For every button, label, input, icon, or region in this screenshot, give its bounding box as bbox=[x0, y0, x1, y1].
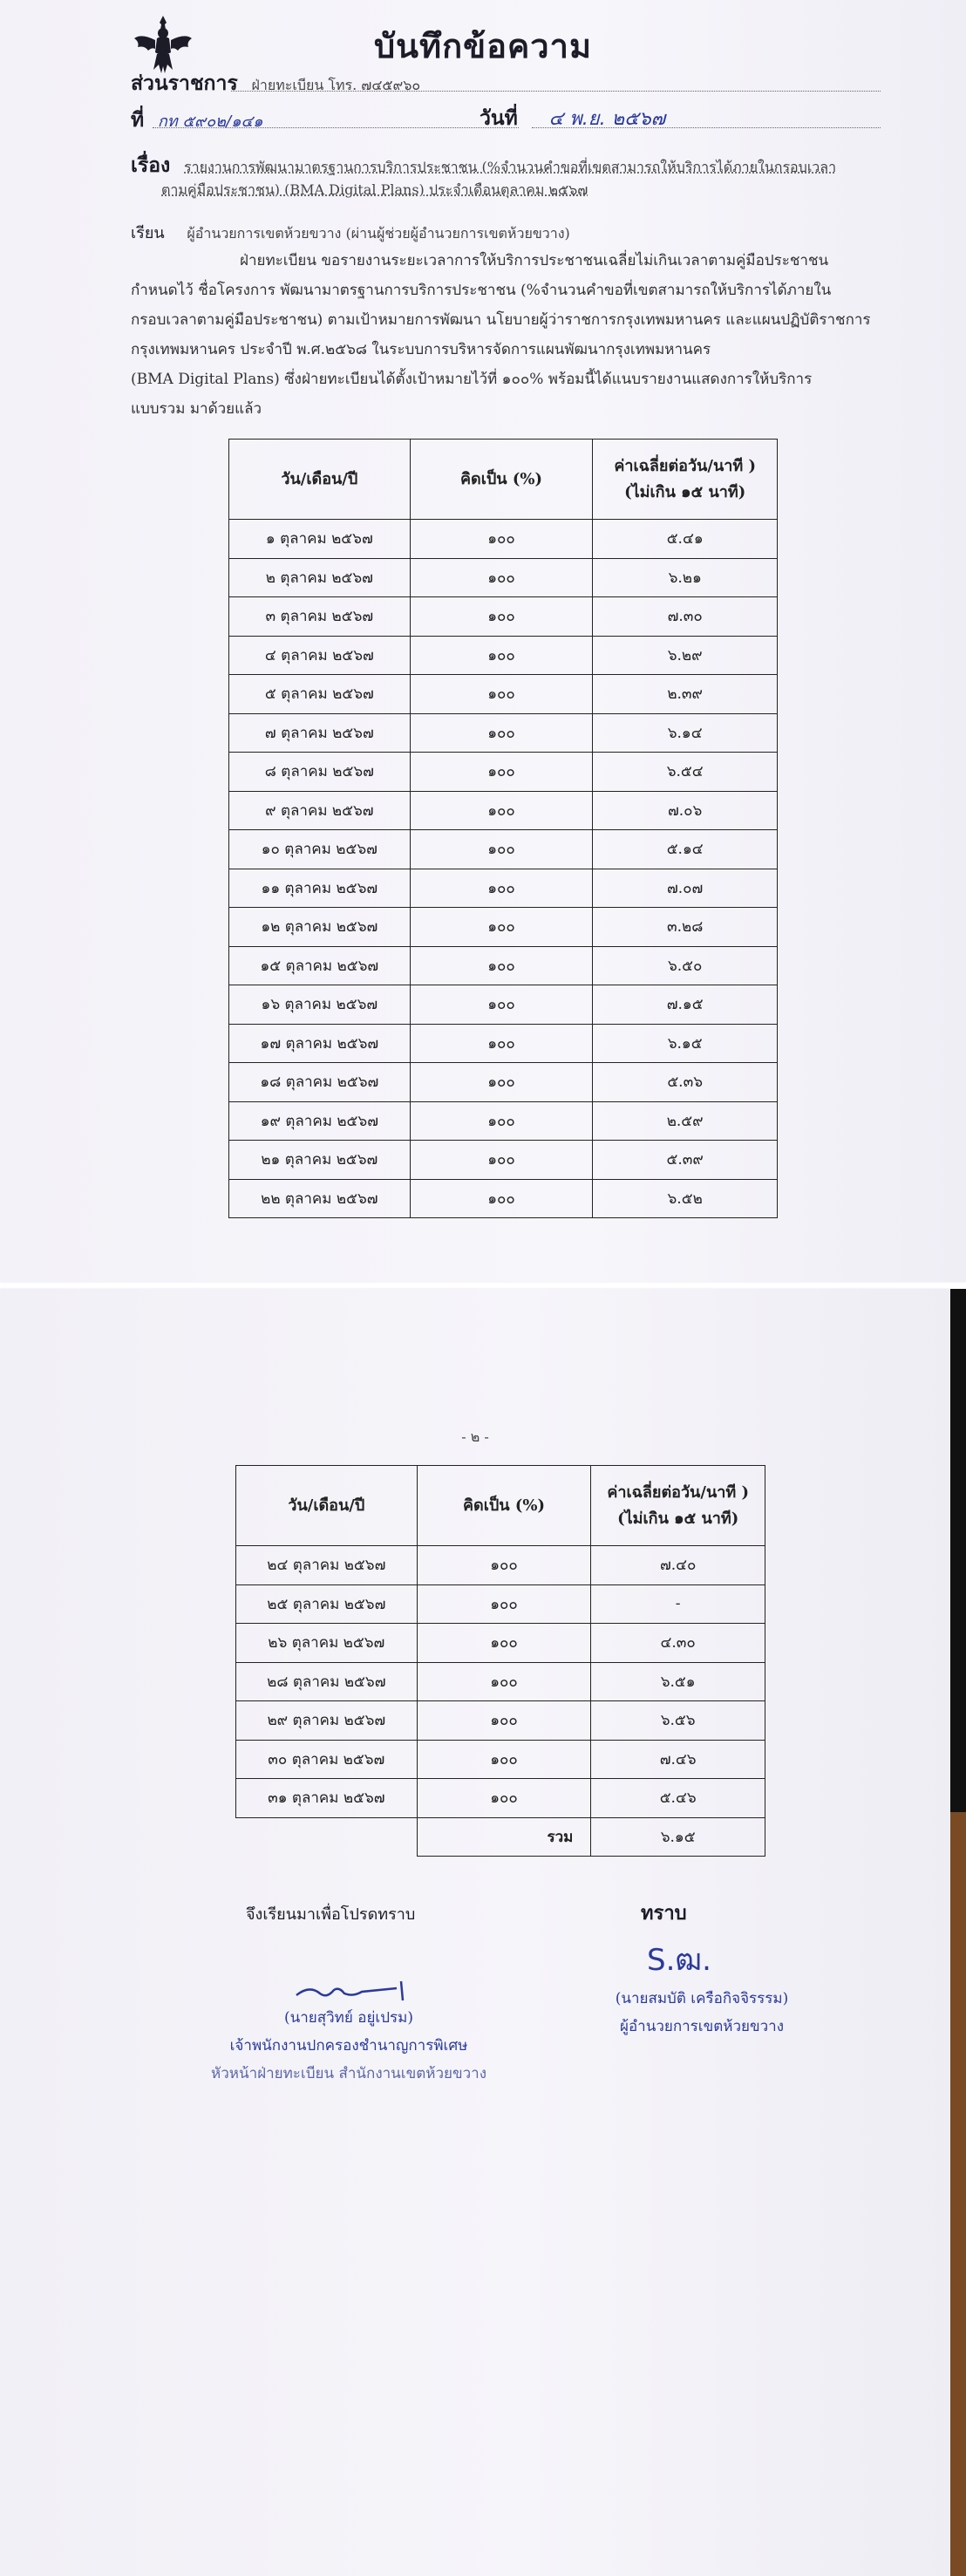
table-row bbox=[229, 830, 778, 869]
total-label: รวม bbox=[417, 1817, 591, 1857]
cell-date: ๑๗ ตุลาคม ๒๕๖๗ bbox=[229, 1024, 411, 1063]
agency-row bbox=[131, 68, 420, 99]
to-label: เรียน bbox=[131, 224, 165, 242]
table-row bbox=[229, 675, 778, 714]
cell-percent: ๑๐๐ bbox=[410, 908, 593, 947]
cell-percent: ๑๐๐ bbox=[417, 1662, 591, 1701]
cell-percent: ๑๐๐ bbox=[410, 520, 593, 559]
cell-average: - bbox=[591, 1584, 765, 1624]
body-line-4: กรุงเทพมหานคร ประจำปี พ.ศ.๒๕๖๘ ในระบบการบริหารจัดการแผนพัฒนากรุงเทพมหานคร bbox=[131, 341, 711, 358]
cell-percent: ๑๐๐ bbox=[410, 1179, 593, 1218]
cell-percent: ๑๐๐ bbox=[410, 869, 593, 908]
page-number: - ๒ - bbox=[461, 1428, 489, 1445]
table-row bbox=[229, 791, 778, 830]
cell-date: ๒๖ ตุลาคม ๒๕๖๗ bbox=[236, 1624, 418, 1663]
memo-title: บันทึกข้อความ bbox=[373, 26, 593, 65]
docno-dotline bbox=[153, 127, 519, 128]
cell-date: ๒๙ ตุลาคม ๒๕๖๗ bbox=[236, 1701, 418, 1741]
cell-percent: ๑๐๐ bbox=[410, 1024, 593, 1063]
cell-percent: ๑๐๐ bbox=[417, 1546, 591, 1585]
table-row bbox=[229, 597, 778, 637]
cell-percent: ๑๐๐ bbox=[410, 946, 593, 985]
cell-average: ๖.๕๖ bbox=[591, 1701, 765, 1741]
cell-average: ๒.๕๙ bbox=[593, 1101, 778, 1141]
table-header-row bbox=[236, 1466, 765, 1546]
signer-left-name: (นายสุวิทย์ อยู่เปรม) bbox=[284, 2009, 413, 2027]
signer-left-position: เจ้าพนักงานปกครองชำนาญการพิเศษ bbox=[229, 2037, 468, 2055]
table-row bbox=[229, 985, 778, 1025]
body-line-6: แบบรวม มาด้วยแล้ว bbox=[131, 400, 262, 418]
total-average: ๖.๑๕ bbox=[591, 1817, 765, 1857]
cell-date: ๒๕ ตุลาคม ๒๕๖๗ bbox=[236, 1584, 418, 1624]
cell-date: ๗ ตุลาคม ๒๕๖๗ bbox=[229, 713, 411, 753]
date-row bbox=[480, 103, 665, 134]
service-time-table-2 bbox=[235, 1465, 765, 1857]
table-row bbox=[236, 1662, 765, 1701]
table-row bbox=[229, 558, 778, 597]
cell-date: ๑๑ ตุลาคม ๒๕๖๗ bbox=[229, 869, 411, 908]
header-date: วัน/เดือน/ปี bbox=[229, 440, 411, 520]
cell-percent: ๑๐๐ bbox=[410, 1141, 593, 1180]
table-row bbox=[236, 1701, 765, 1741]
cell-average: ๒.๓๙ bbox=[593, 675, 778, 714]
to-row bbox=[131, 220, 570, 245]
cell-percent: ๑๐๐ bbox=[410, 791, 593, 830]
cell-average: ๕.๓๙ bbox=[593, 1141, 778, 1180]
table-row bbox=[236, 1546, 765, 1585]
cell-date: ๑๙ ตุลาคม ๒๕๖๗ bbox=[229, 1101, 411, 1141]
cell-date: ๒๔ ตุลาคม ๒๕๖๗ bbox=[236, 1546, 418, 1585]
header-average-line-1: ค่าเฉลี่ยต่อวัน/นาที ) bbox=[614, 456, 756, 475]
cell-date: ๔ ตุลาคม ๒๕๖๗ bbox=[229, 636, 411, 675]
background-edge-wood bbox=[950, 1812, 966, 2576]
cell-average: ๖.๕๐ bbox=[593, 946, 778, 985]
table-row bbox=[229, 869, 778, 908]
cell-date: ๑๐ ตุลาคม ๒๕๖๗ bbox=[229, 830, 411, 869]
table-row bbox=[236, 1740, 765, 1779]
table-row bbox=[236, 1779, 765, 1818]
docno-row bbox=[131, 105, 263, 136]
memo-page-2 bbox=[0, 1289, 950, 2576]
signer-right-position: ผู้อำนวยการเขตห้วยขวาง bbox=[619, 2018, 784, 2035]
cell-date: ๑ ตุลาคม ๒๕๖๗ bbox=[229, 520, 411, 559]
cell-average: ๗.๔๖ bbox=[591, 1740, 765, 1779]
memo-page-1 bbox=[0, 0, 966, 1282]
signer-right-name: (นายสมบัติ เครือกิจจิรรรม) bbox=[615, 1990, 789, 2007]
cell-average: ๕.๔๑ bbox=[593, 520, 778, 559]
to-value: ผู้อำนวยการเขตห้วยขวาง (ผ่านผู้ช่วยผู้อำนวยการเขตห้วยขวาง) bbox=[187, 225, 570, 242]
cell-date: ๒๒ ตุลาคม ๒๕๖๗ bbox=[229, 1179, 411, 1218]
cell-date: ๘ ตุลาคม ๒๕๖๗ bbox=[229, 753, 411, 792]
cell-average: ๖.๑๔ bbox=[593, 713, 778, 753]
header-average-line-2: (ไม่เกิน ๑๕ นาที) bbox=[624, 482, 746, 501]
header-average bbox=[593, 440, 778, 520]
table-row bbox=[229, 1141, 778, 1180]
table-row bbox=[229, 520, 778, 559]
signer-left-role: หัวหน้าฝ่ายทะเบียน สำนักงานเขตห้วยขวาง bbox=[210, 2065, 487, 2082]
cell-average: ๖.๒๙ bbox=[593, 636, 778, 675]
subject-row-2 bbox=[161, 180, 588, 201]
cell-percent: ๑๐๐ bbox=[410, 753, 593, 792]
service-time-table-1 bbox=[228, 439, 778, 1218]
date-label: วันที่ bbox=[480, 106, 518, 130]
table-row bbox=[236, 1624, 765, 1663]
header-average-line-1: ค่าเฉลี่ยต่อวัน/นาที ) bbox=[607, 1482, 749, 1502]
body-line-1: ฝ่ายทะเบียน ขอรายงานระยะเวลาการให้บริการประชาชนเฉลี่ยไม่เกินเวลาตามคู่มือประชาชน bbox=[240, 252, 829, 269]
cell-date: ๓๑ ตุลาคม ๒๕๖๗ bbox=[236, 1779, 418, 1818]
cell-percent: ๑๐๐ bbox=[410, 597, 593, 637]
table-row bbox=[236, 1584, 765, 1624]
cell-percent: ๑๐๐ bbox=[410, 713, 593, 753]
cell-average: ๔.๓๐ bbox=[591, 1624, 765, 1663]
cell-percent: ๑๐๐ bbox=[410, 636, 593, 675]
header-percent: คิดเป็น (%) bbox=[410, 440, 593, 520]
cell-percent: ๑๐๐ bbox=[417, 1584, 591, 1624]
header-average bbox=[591, 1466, 765, 1546]
subject-label: เรื่อง bbox=[131, 153, 171, 177]
closing-text: จึงเรียนมาเพื่อโปรดทราบ bbox=[246, 1905, 416, 1924]
agency-value: ฝ่ายทะเบียน โทร. ๗๔๕๙๖๐ bbox=[251, 77, 421, 93]
cell-date: ๒๘ ตุลาคม ๒๕๖๗ bbox=[236, 1662, 418, 1701]
cell-average: ๕.๑๔ bbox=[593, 830, 778, 869]
table-header-row bbox=[229, 440, 778, 520]
cell-percent: ๑๐๐ bbox=[417, 1779, 591, 1818]
cell-date: ๙ ตุลาคม ๒๕๖๗ bbox=[229, 791, 411, 830]
subject-line-1: รายงานการพัฒนามาตรฐานการบริการประชาชน (%จำนวนคำขอที่เขตสามารถให้บริการได้ภายในกรอบเวลา bbox=[184, 159, 837, 175]
cell-percent: ๑๐๐ bbox=[410, 985, 593, 1025]
cell-average: ๗.๓๐ bbox=[593, 597, 778, 637]
acknowledged-text: ทราบ bbox=[641, 1902, 687, 1925]
signer-left-block bbox=[183, 2004, 514, 2088]
cell-average: ๖.๒๑ bbox=[593, 558, 778, 597]
cell-average: ๗.๐๗ bbox=[593, 869, 778, 908]
docno-value: กท ๕๙๐๒/๑๔๑ bbox=[157, 112, 263, 131]
cell-date: ๑๒ ตุลาคม ๒๕๖๗ bbox=[229, 908, 411, 947]
cell-date: ๓๐ ตุลาคม ๒๕๖๗ bbox=[236, 1740, 418, 1779]
total-empty-cell bbox=[236, 1817, 418, 1857]
body-line-3: กรอบเวลาตามคู่มือประชาชน) ตามเป้าหมายการพัฒนา นโยบายผู้ว่าราชการกรุงเทพมหานคร และแผนปฏิบัติราชการ bbox=[131, 311, 871, 329]
agency-label: ส่วนราชการ bbox=[131, 72, 238, 95]
cell-average: ๕.๔๖ bbox=[591, 1779, 765, 1818]
table-row bbox=[229, 908, 778, 947]
header-average-line-2: (ไม่เกิน ๑๕ นาที) bbox=[617, 1509, 739, 1528]
cell-percent: ๑๐๐ bbox=[410, 830, 593, 869]
cell-date: ๓ ตุลาคม ๒๕๖๗ bbox=[229, 597, 411, 637]
agency-dotline bbox=[231, 91, 881, 92]
cell-percent: ๑๐๐ bbox=[410, 1063, 593, 1102]
cell-percent: ๑๐๐ bbox=[417, 1740, 591, 1779]
body-line-2: กำหนดไว้ ชื่อโครงการ พัฒนามาตรฐานการบริการประชาชน (%จำนวนคำขอที่เขตสามารถให้บริการได้ภายใน bbox=[131, 282, 832, 299]
cell-average: ๗.๑๕ bbox=[593, 985, 778, 1025]
table-total-row bbox=[236, 1817, 765, 1857]
cell-date: ๑๘ ตุลาคม ๒๕๖๗ bbox=[229, 1063, 411, 1102]
cell-date: ๕ ตุลาคม ๒๕๖๗ bbox=[229, 675, 411, 714]
table-row bbox=[229, 713, 778, 753]
table-row bbox=[229, 1063, 778, 1102]
body-line-5: (BMA Digital Plans) ซึ่งฝ่ายทะเบียนได้ตั้งเป้าหมายไว้ที่ ๑๐๐% พร้อมนี้ได้แนบรายงานแสดงการให้บริการ bbox=[131, 371, 813, 388]
cell-date: ๒๑ ตุลาคม ๒๕๖๗ bbox=[229, 1141, 411, 1180]
docno-label: ที่ bbox=[131, 108, 145, 132]
cell-percent: ๑๐๐ bbox=[417, 1624, 591, 1663]
header-date: วัน/เดือน/ปี bbox=[236, 1466, 418, 1546]
table-row bbox=[229, 1179, 778, 1218]
subject-line-2: ตามคู่มือประชาชน) (BMA Digital Plans) ประจำเดือนตุลาคม ๒๕๖๗ bbox=[161, 181, 588, 198]
header-percent: คิดเป็น (%) bbox=[417, 1466, 591, 1546]
date-value: ๔ พ.ย. ๒๕๖๗ bbox=[548, 108, 666, 130]
table-row bbox=[229, 1024, 778, 1063]
cell-percent: ๑๐๐ bbox=[410, 675, 593, 714]
cell-date: ๑๖ ตุลาคม ๒๕๖๗ bbox=[229, 985, 411, 1025]
table-row bbox=[229, 636, 778, 675]
background-edge bbox=[950, 1289, 966, 1812]
signer-right-block bbox=[558, 1985, 846, 2041]
cell-percent: ๑๐๐ bbox=[410, 558, 593, 597]
cell-average: ๗.๔๐ bbox=[591, 1546, 765, 1585]
cell-date: ๒ ตุลาคม ๒๕๖๗ bbox=[229, 558, 411, 597]
cell-average: ๖.๕๑ bbox=[591, 1662, 765, 1701]
cell-percent: ๑๐๐ bbox=[417, 1701, 591, 1741]
cell-average: ๗.๐๖ bbox=[593, 791, 778, 830]
table-row bbox=[229, 1101, 778, 1141]
table-row bbox=[229, 946, 778, 985]
table-row bbox=[229, 753, 778, 792]
cell-date: ๑๕ ตุลาคม ๒๕๖๗ bbox=[229, 946, 411, 985]
cell-average: ๓.๒๘ bbox=[593, 908, 778, 947]
cell-average: ๖.๑๕ bbox=[593, 1024, 778, 1063]
cell-percent: ๑๐๐ bbox=[410, 1101, 593, 1141]
cell-average: ๖.๕๒ bbox=[593, 1179, 778, 1218]
subject-row bbox=[131, 150, 898, 181]
date-dotline bbox=[532, 127, 881, 128]
signature-left-icon bbox=[292, 1978, 410, 2004]
cell-average: ๖.๕๔ bbox=[593, 753, 778, 792]
signature-right: S.ฒ. bbox=[647, 1943, 711, 1978]
cell-average: ๕.๓๖ bbox=[593, 1063, 778, 1102]
